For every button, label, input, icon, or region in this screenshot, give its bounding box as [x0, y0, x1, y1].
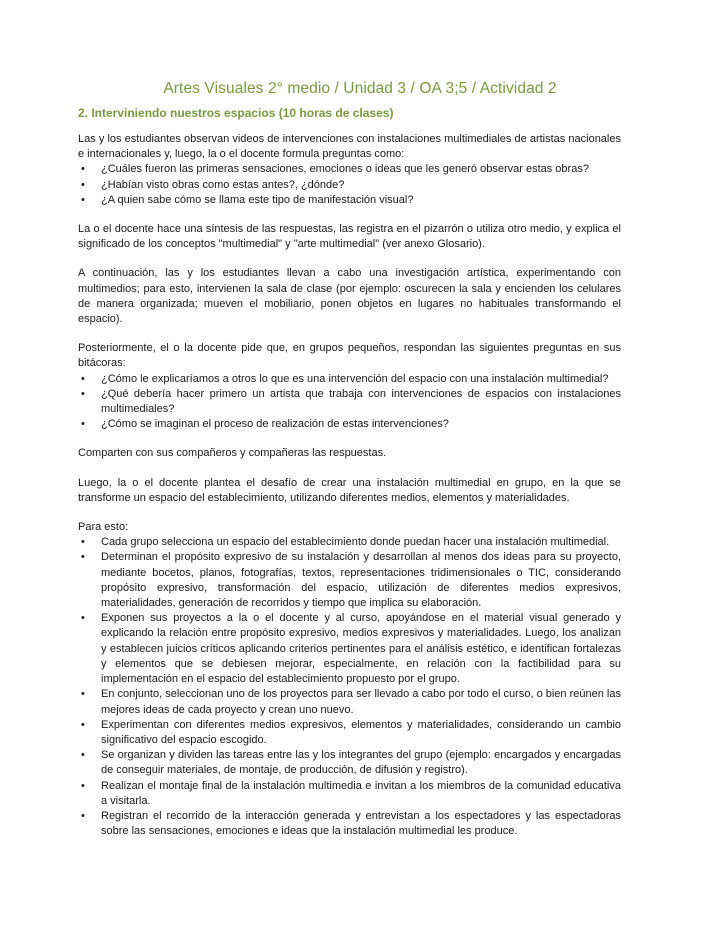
- list-item: • ¿Cuáles fueron las primeras sensaciones, emociones o ideas que les generó observar estas obras?: [101, 162, 621, 177]
- list-item: • ¿Cómo se imaginan el proceso de realización de estas intervenciones?: [101, 417, 621, 432]
- steps-intro: Para esto:: [78, 521, 129, 534]
- synthesis-paragraph: La o el docente hace una síntesis de las respuestas, las registra en el pizarrón o utiliza otro medio, y explica el significado de los conceptos "multimedial" y "arte multimedial" (ver anexo Glosario).: [78, 223, 621, 251]
- document-body: [78, 132, 621, 839]
- steps-list: [78, 535, 621, 839]
- share-paragraph: Comparten con sus compañeros y compañeras las respuestas.: [78, 447, 387, 460]
- list-item: • ¿Cómo le explicaríamos a otros lo que es una intervención del espacio con una instalación multimedial?: [101, 372, 621, 387]
- challenge-paragraph: Luego, la o el docente plantea el desafío de crear una instalación multimedial en grupo, en la que se transforme un espacio del establecimiento, utilizando diferentes medios, elementos y materialidades.: [78, 476, 621, 504]
- page-title: Artes Visuales 2° medio / Unidad 3 / OA 3;5 / Actividad 2: [163, 80, 557, 97]
- list-item: • Exponen sus proyectos a la o el docente y al curso, apoyándose en el material visual generado y explicando la relación entre propósito expresivo, medios expresivos y materialidades. Luego, los analizan y establecen juicios críticos aplicando criterios pertinentes para el análisis estético, e identifican fortalezas y elementos que se debiesen mejorar, especialmente, en relación con la factibilidad para su implementación en el espacio del establecimiento propuesto por el grupo.: [101, 611, 621, 687]
- investigation-paragraph: A continuación, las y los estudiantes llevan a cabo una investigación artística, experimentando con multimedios; para esto, intervienen la sala de clase (por ejemplo: oscurecen la sala y encienden los celulares de manera organizada; mueven el mobiliario, ponen objetos en lugares no habituales transformando el espacio).: [78, 267, 621, 326]
- list-item: • ¿Habían visto obras como estas antes?, ¿dónde?: [101, 178, 621, 193]
- intro-question-list: [78, 162, 621, 208]
- list-item: • ¿A quien sabe cómo se llama este tipo de manifestación visual?: [101, 193, 621, 208]
- list-item: • ¿Qué debería hacer primero un artista que trabaja con intervenciones de espacios con instalaciones multimediales?: [101, 387, 621, 417]
- group-question-list: [78, 372, 621, 433]
- list-item: • Cada grupo selecciona un espacio del establecimiento donde puedan hacer una instalación multimedial.: [101, 535, 621, 550]
- list-item: • Experimentan con diferentes medios expresivos, elementos y materialidades, considerando un cambio significativo del espacio escogido.: [101, 718, 621, 748]
- section-heading: 2. Interviniendo nuestros espacios (10 horas de clases): [78, 106, 394, 120]
- list-item: • Registran el recorrido de la interacción generada y entrevistan a los espectadores y las espectadoras sobre las sensaciones, emociones e ideas que la instalación multimedial les produce.: [101, 809, 621, 839]
- list-item: • En conjunto, seleccionan uno de los proyectos para ser llevado a cabo por todo el curso, o bien reúnen las mejores ideas de cada proyecto y crean uno nuevo.: [101, 687, 621, 717]
- list-item: • Se organizan y dividen las tareas entre las y los integrantes del grupo (ejemplo: encargados y encargadas de conseguir materiales, de montaje, de producción, de difusión y registro).: [101, 748, 621, 778]
- list-item: • Realizan el montaje final de la instalación multimedia e invitan a los miembros de la comunidad educativa a visitarla.: [101, 779, 621, 809]
- list-item: • Determinan el propósito expresivo de su instalación y desarrollan al menos dos ideas para su proyecto, mediante bocetos, planos, fotografías, textos, representaciones tridimensionales o TIC, considerando propósito expresivo, transformación del espacio, utilización de diferentes medios expresivos, materialidades, generación de recorridos y tiempo que implica su elaboración.: [101, 550, 621, 611]
- groups-intro-paragraph: Posteriormente, el o la docente pide que, en grupos pequeños, respondan las siguientes preguntas en sus bitácoras:: [78, 342, 621, 370]
- intro-paragraph: Las y los estudiantes observan videos de intervenciones con instalaciones multimediales de artistas nacionales e internacionales y, luego, la o el docente formula preguntas como:: [78, 133, 621, 161]
